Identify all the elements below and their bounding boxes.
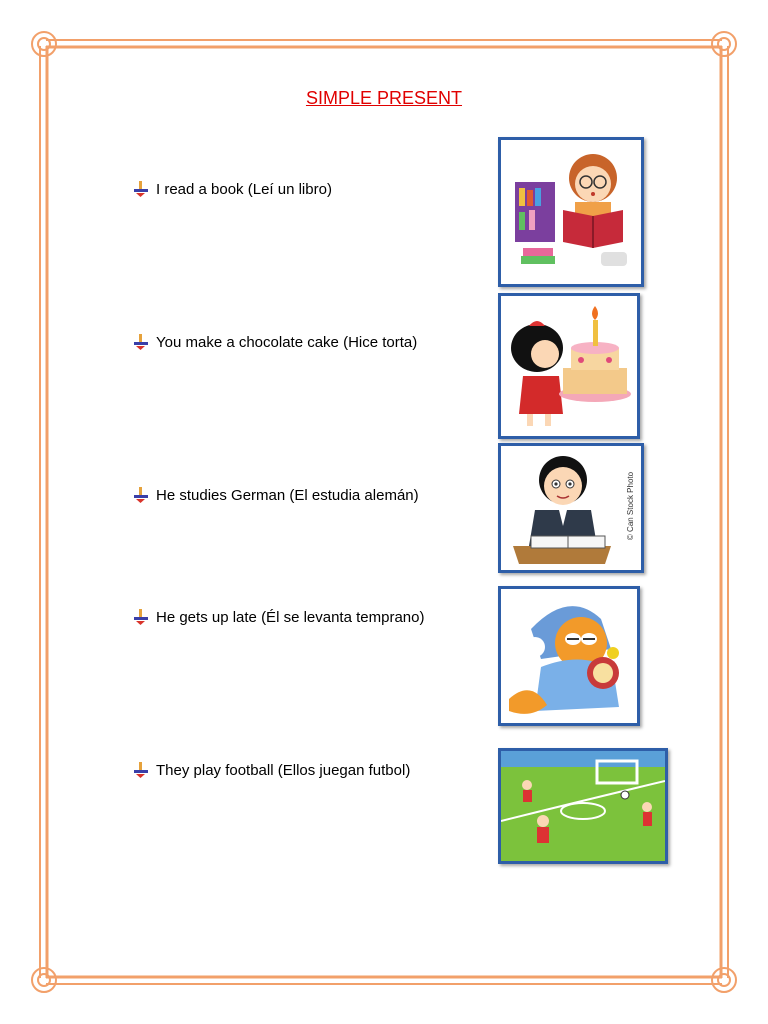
sleepy-cat-alarm-icon (498, 586, 640, 726)
boy-studying-icon (498, 443, 644, 573)
watermark-text: © Can Stock Photo (626, 471, 635, 541)
bullet-arrow-icon (132, 180, 150, 198)
list-item (132, 486, 419, 504)
list-item (132, 333, 417, 351)
list-item (132, 180, 332, 198)
girl-with-cake-icon (498, 293, 640, 439)
bullet-arrow-icon (132, 608, 150, 626)
item-text: He studies German (El estudia alemán) (156, 486, 419, 504)
bullet-arrow-icon (132, 333, 150, 351)
girl-reading-icon (498, 137, 644, 287)
bullet-arrow-icon (132, 486, 150, 504)
page-title: SIMPLE PRESENT (305, 88, 463, 108)
item-text: They play football (Ellos juegan futbol) (156, 761, 411, 779)
item-text: I read a book (Leí un libro) (156, 180, 332, 198)
kids-football-icon (498, 748, 668, 864)
list-item (132, 761, 410, 779)
bullet-arrow-icon (132, 761, 150, 779)
item-text: He gets up late (Él se levanta temprano) (156, 608, 425, 626)
list-item (132, 608, 424, 626)
item-text: You make a chocolate cake (Hice torta) (156, 333, 418, 351)
